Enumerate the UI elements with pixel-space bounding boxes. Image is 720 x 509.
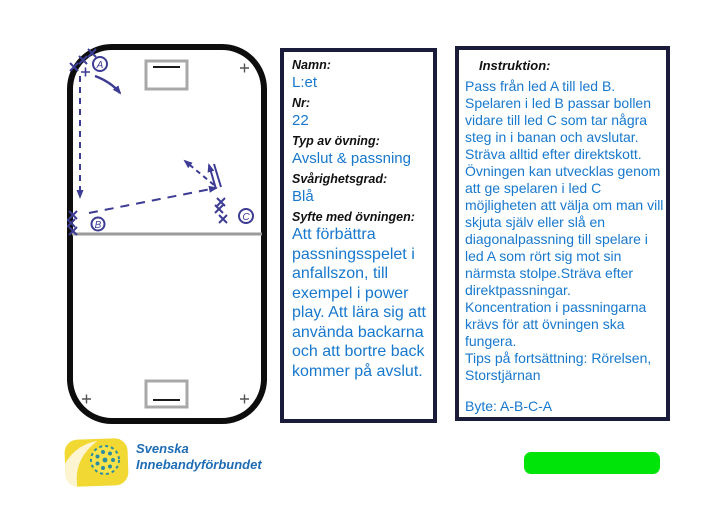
marker-a-label: A <box>96 60 104 71</box>
instruktion-title: Instruktion: <box>479 58 551 73</box>
namn-value: L:et <box>292 74 318 91</box>
instruction-panel <box>455 46 670 421</box>
logo-line-1: Svenska <box>136 441 189 456</box>
syfte-value: Att förbättra passningsspelet i anfallszon, till exempel i power play. Att lära sig att använda backarna och att bortre back kommer på avslut. <box>292 226 426 380</box>
typ-label: Typ av övning: <box>292 134 380 148</box>
floorball-logo-icon <box>64 435 132 491</box>
goal-top <box>146 61 187 89</box>
nr-value: 22 <box>292 112 309 129</box>
federation-logo <box>64 435 284 495</box>
svarighetsgrad-value: Blå <box>292 188 314 205</box>
green-action-button[interactable] <box>524 452 660 474</box>
logo-line-2: Innebandyförbundet <box>136 457 262 472</box>
goal-bottom <box>146 381 187 407</box>
byte-line: Byte: A-B-C-A <box>465 398 553 414</box>
typ-value: Avslut & passning <box>292 150 411 167</box>
instruktion-body <box>465 78 662 415</box>
marker-c-label: C <box>242 212 250 223</box>
namn-label: Namn: <box>292 58 331 72</box>
info-panel <box>280 48 437 423</box>
instruktion-paragraph: Tips på fortsättning: Rörelsen, Storstjärnan <box>465 350 652 383</box>
nr-label: Nr: <box>292 96 311 110</box>
instruktion-paragraph: Koncentration i passningarna krävs för att övningen ska fungera. <box>465 299 647 349</box>
rink-diagram <box>67 44 267 424</box>
instruktion-paragraph: Pass från led A till led B. Spelaren i led B passar bollen vidare till led C som tar några steg in i banan och avslutar. Sträva alltid efter direktskott. Övningen kan utvecklas genom att ge spelaren i led C möjligheten att välja om man vill skjuta själv eller slå en diagonalpassning till spelare i led A som rört sig mot sin närmsta stolpe.Sträva efter direktpassningar. <box>465 78 664 298</box>
svarighetsgrad-label: Svårighetsgrad: <box>292 172 388 186</box>
syfte-label: Syfte med övningen: <box>292 210 415 224</box>
logo-text <box>136 441 262 473</box>
rink-svg <box>67 44 267 424</box>
marker-b-label: B <box>94 220 102 231</box>
